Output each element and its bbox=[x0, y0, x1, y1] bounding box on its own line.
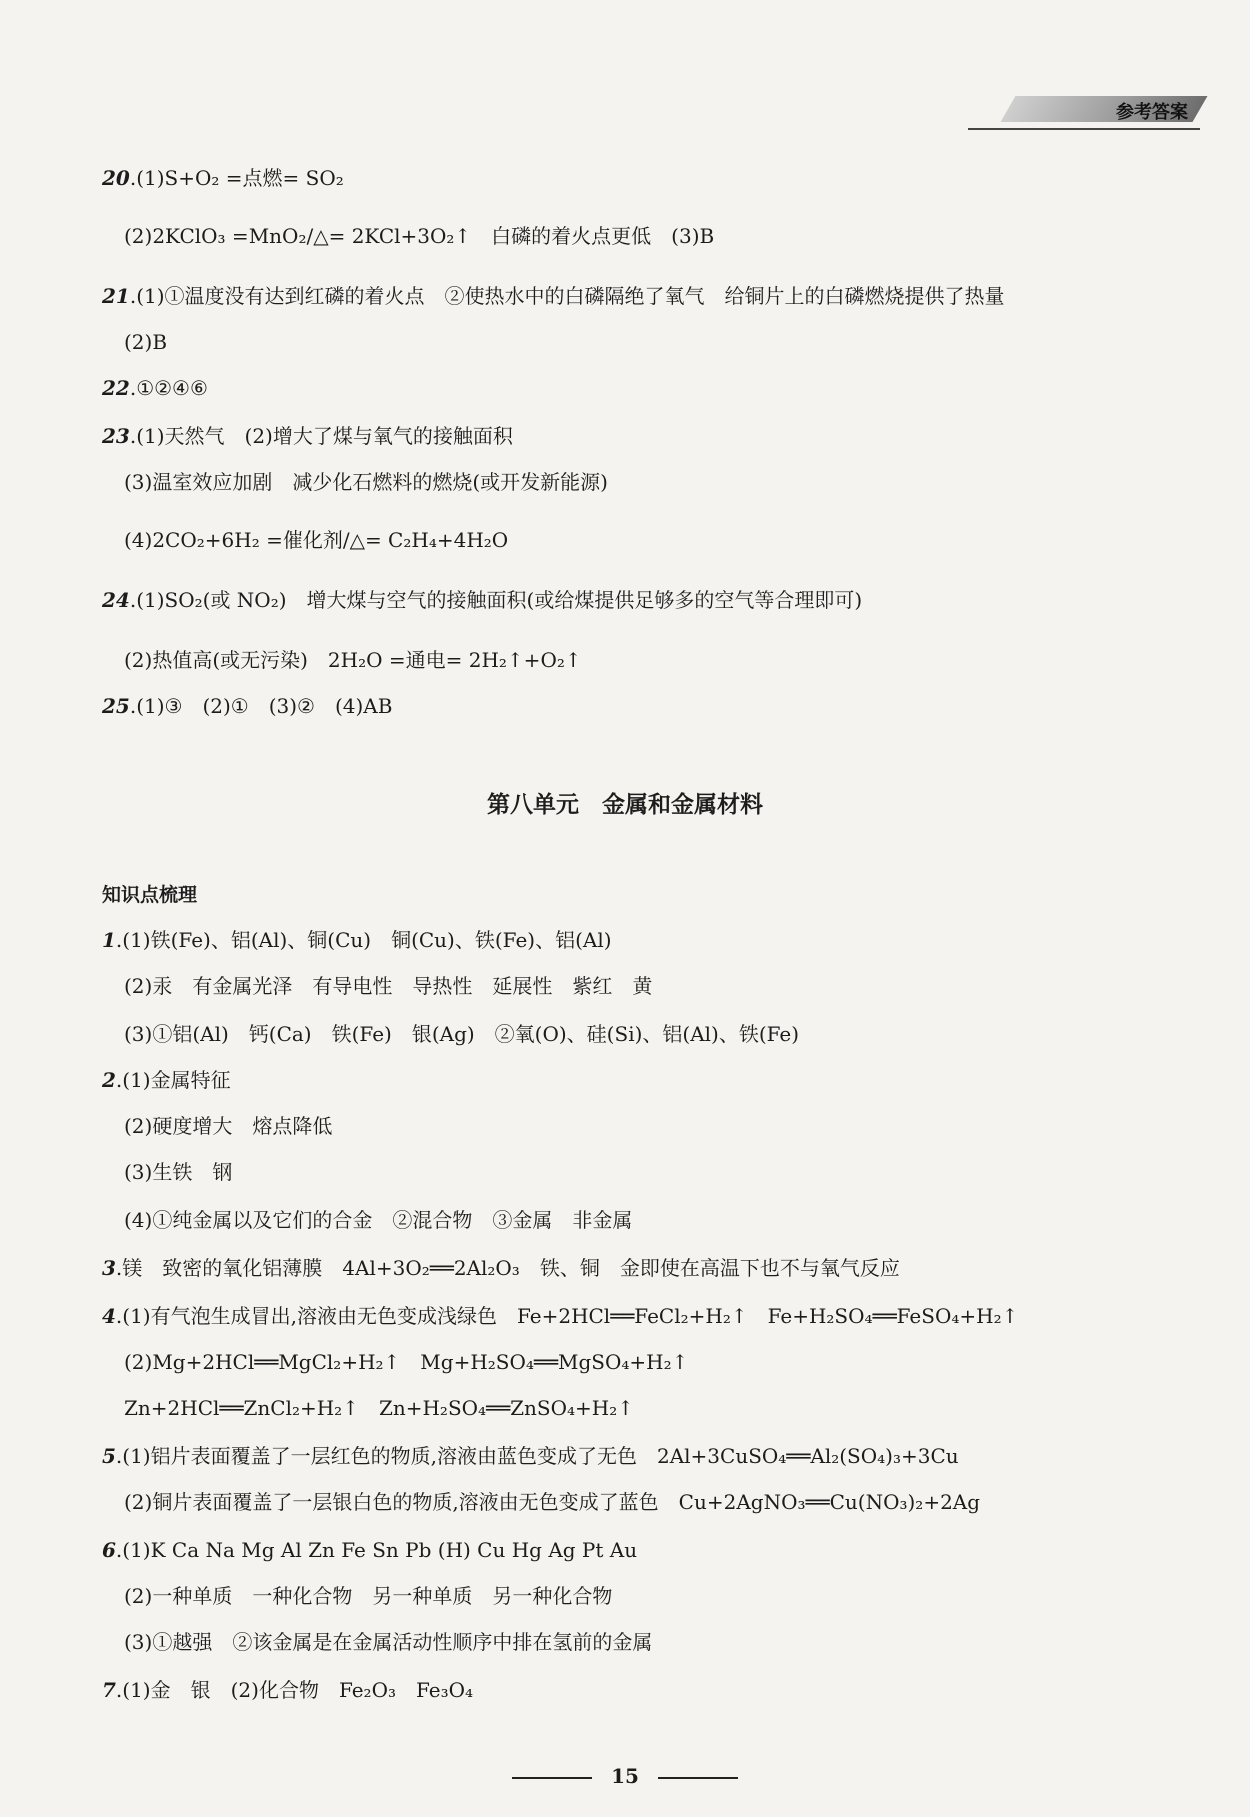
answer-line: 25.(1)③ (2)① (3)② (4)AB bbox=[102, 694, 393, 718]
answer-line: (2)汞 有金属光泽 有导电性 导热性 延展性 紫红 黄 bbox=[124, 974, 653, 998]
answer-line: (3)①越强 ②该金属是在金属活动性顺序中排在氢前的金属 bbox=[124, 1630, 653, 1654]
answer-line: 1.(1)铁(Fe)、铝(Al)、铜(Cu) 铜(Cu)、铁(Fe)、铝(Al) bbox=[102, 928, 612, 952]
answer-line: 24.(1)SO₂(或 NO₂) 增大煤与空气的接触面积(或给煤提供足够多的空气等合理即可) bbox=[102, 588, 863, 612]
answer-line: (4)①纯金属以及它们的合金 ②混合物 ③金属 非金属 bbox=[124, 1208, 633, 1232]
answer-line: (2)铜片表面覆盖了一层银白色的物质,溶液由无色变成了蓝色 Cu+2AgNO₃══Cu(NO₃)₂+2Ag bbox=[124, 1490, 981, 1514]
answer-line: 7.(1)金 银 (2)化合物 Fe₂O₃ Fe₃O₄ bbox=[102, 1678, 474, 1702]
answer-line: (3)①铝(Al) 钙(Ca) 铁(Fe) 银(Ag) ②氧(O)、硅(Si)、铝(Al)、铁(Fe) bbox=[124, 1022, 800, 1046]
answer-line: 21.(1)①温度没有达到红磷的着火点 ②使热水中的白磷隔绝了氧气 给铜片上的白磷燃烧提供了热量 bbox=[102, 284, 1005, 308]
page-number: 15 bbox=[611, 1764, 639, 1788]
answer-line: (3)温室效应加剧 减少化石燃料的燃烧(或开发新能源) bbox=[124, 470, 608, 494]
answer-line: (2)热值高(或无污染) 2H₂O =通电= 2H₂↑+O₂↑ bbox=[124, 648, 582, 672]
answer-line: 5.(1)铝片表面覆盖了一层红色的物质,溶液由蓝色变成了无色 2Al+3CuSO₄══Al₂(SO₄)₃+3Cu bbox=[102, 1444, 959, 1468]
answer-line: 3.镁 致密的氧化铝薄膜 4Al+3O₂══2Al₂O₃ 铁、铜 金即使在高温下也不与氧气反应 bbox=[102, 1256, 900, 1280]
page-header bbox=[968, 92, 1200, 126]
footer-decoration-right bbox=[658, 1777, 738, 1779]
answer-line: (2)Mg+2HCl══MgCl₂+H₂↑ Mg+H₂SO₄══MgSO₄+H₂↑ bbox=[124, 1350, 689, 1374]
header-title: 参考答案 bbox=[1116, 102, 1188, 123]
footer-decoration-left bbox=[512, 1777, 592, 1779]
header-rule bbox=[968, 128, 1200, 130]
answer-line: (4)2CO₂+6H₂ =催化剂/△= C₂H₄+4H₂O bbox=[124, 528, 509, 552]
unit-heading: 第八单元 金属和金属材料 bbox=[487, 792, 763, 818]
answer-line: Zn+2HCl══ZnCl₂+H₂↑ Zn+H₂SO₄══ZnSO₄+H₂↑ bbox=[124, 1396, 635, 1420]
answer-line: 6.(1)K Ca Na Mg Al Zn Fe Sn Pb (H) Cu Hg Ag Pt Au bbox=[102, 1538, 638, 1562]
answer-line: 2.(1)金属特征 bbox=[102, 1068, 231, 1092]
answer-line: 20.(1)S+O₂ =点燃= SO₂ bbox=[102, 166, 344, 190]
answer-line: (2)硬度增大 熔点降低 bbox=[124, 1114, 333, 1138]
page-footer bbox=[0, 1764, 1250, 1788]
answer-line: (2)B bbox=[124, 330, 168, 354]
answer-line: (2)2KClO₃ =MnO₂/△= 2KCl+3O₂↑ 白磷的着火点更低 (3)B bbox=[124, 224, 715, 248]
answer-line: 23.(1)天然气 (2)增大了煤与氧气的接触面积 bbox=[102, 424, 513, 448]
answer-line: 22.①②④⑥ bbox=[102, 376, 208, 400]
answer-line: (2)一种单质 一种化合物 另一种单质 另一种化合物 bbox=[124, 1584, 613, 1608]
section-title: 知识点梳理 bbox=[102, 884, 198, 906]
answer-line: (3)生铁 钢 bbox=[124, 1160, 233, 1184]
answer-line: 4.(1)有气泡生成冒出,溶液由无色变成浅绿色 Fe+2HCl══FeCl₂+H₂↑ Fe+H₂SO₄══FeSO₄+H₂↑ bbox=[102, 1304, 1019, 1328]
